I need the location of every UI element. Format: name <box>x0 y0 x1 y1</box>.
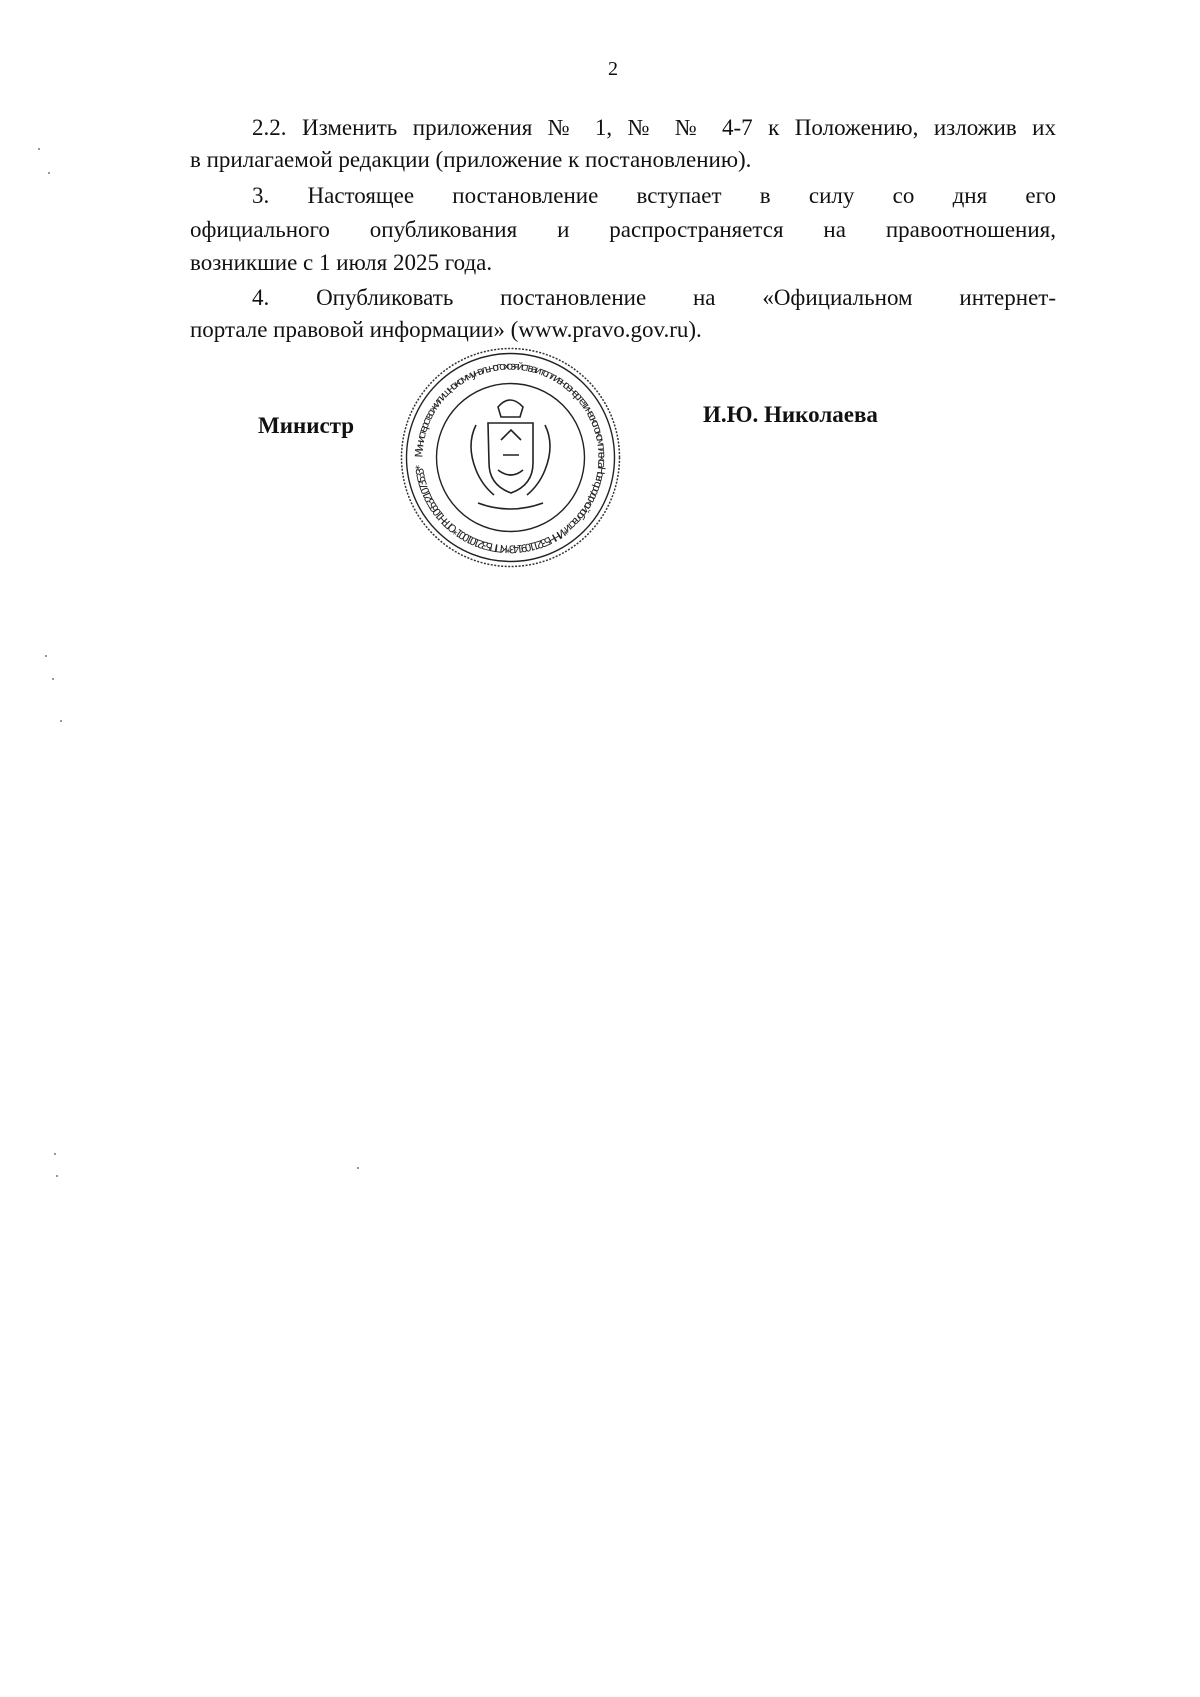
paragraph-3-line-3: возникшие с 1 июля 2025 года. <box>190 250 493 275</box>
page-number: 2 <box>608 58 618 80</box>
coat-of-arms-icon <box>471 400 550 509</box>
paragraph-3-line-1: 3. Настоящее постановление вступает в силу со дня его <box>252 183 1056 208</box>
paragraph-4-line-2: портале правовой информации» (www.pravo.gov.ru). <box>190 317 702 342</box>
official-seal <box>398 345 623 570</box>
signatory-position: Министр <box>258 413 355 438</box>
paragraph-4-line-1: 4. Опубликовать постановление на «Официальном интернет- <box>252 285 1056 310</box>
seal-text: Министерство жилищно-коммунального хозяйства и топливно-энергетического комплекса Новгородской области * ИНН 5321109143 * КПП 532101001 * ОГРН 1065321073533 * <box>413 360 608 555</box>
paragraph-2-2-line-2: в прилагаемой редакции (приложение к постановлению). <box>190 147 752 172</box>
paragraph-2-2-line-1: 2.2. Изменить приложения № 1, № № 4-7 к Положению, изложив их <box>252 115 1056 140</box>
signatory-name: И.Ю. Николаева <box>703 402 878 427</box>
paragraph-3-line-2: официального опубликования и распространяется на правоотношения, <box>190 217 1056 242</box>
